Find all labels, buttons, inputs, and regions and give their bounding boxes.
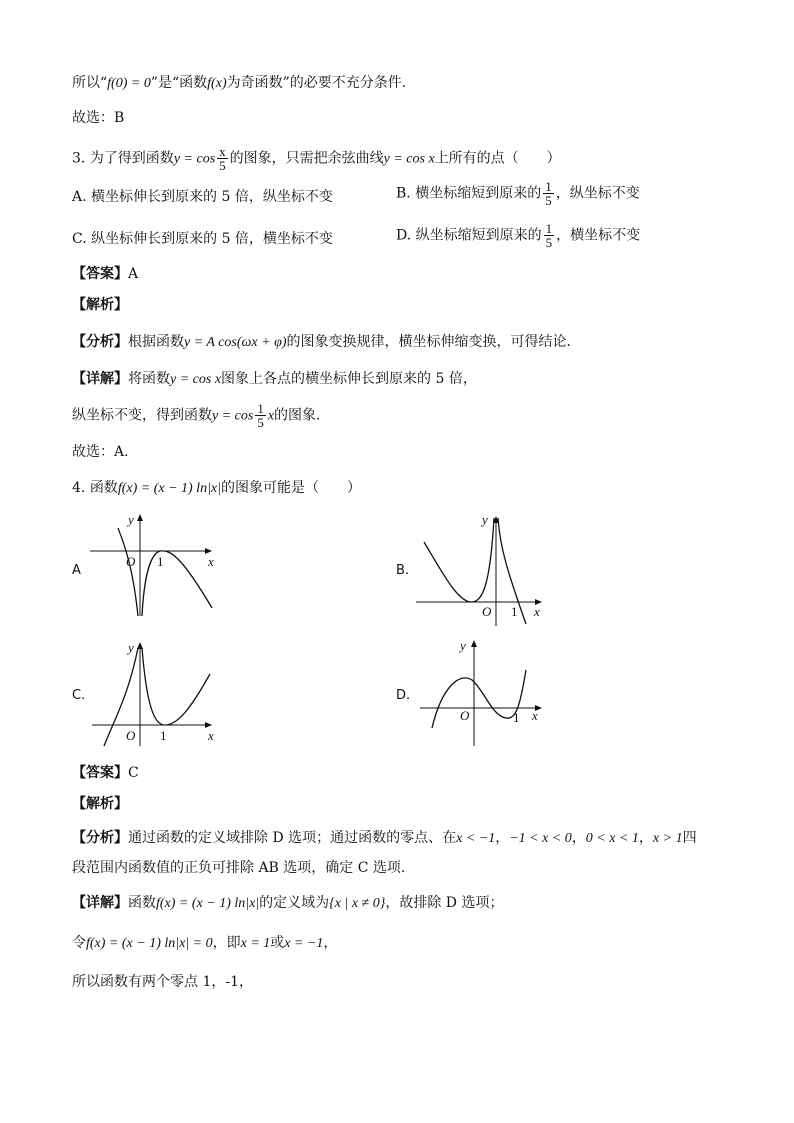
q3-option-b: B. 横坐标缩短到原来的 $\frac{1}{5}$ ，纵坐标不变 <box>396 179 640 208</box>
q3-option-d: D. 纵坐标缩短到原来的 $\frac{1}{5}$ ，横坐标不变 <box>396 221 641 250</box>
q4-stem: 4. 函数f(x) = (x − 1) ln|x|的图象可能是（ ） <box>72 480 361 496</box>
q4-fenxi-line2: 段范围内函数值的正负可排除 AB 选项，确定 C 选项. <box>72 860 406 876</box>
svg-text:y: y <box>460 638 466 653</box>
svg-text:1: 1 <box>513 710 520 725</box>
svg-text:x: x <box>532 708 538 723</box>
graph-b-label: B. <box>396 563 410 578</box>
q3-fenxi: 【分析】根据函数y = A cos(ωx + φ)的图象变换规律，横坐标伸缩变换，可得结论． <box>72 334 581 350</box>
q4-detail: 【详解】函数f(x) = (x − 1) ln|x|的定义域为{x | x ≠ 0}，故排除 D 选项； <box>72 895 504 911</box>
math-condition: f(0) = 0 <box>107 76 151 91</box>
math-fx: f(x) <box>207 76 227 91</box>
conclusion-line: 所以“f(0) = 0”是“函数f(x)为奇函数”的必要不充分条件. <box>72 75 407 91</box>
graph-a <box>88 508 220 618</box>
q3-option-c: C. 纵坐标伸长到原来的 5 倍，横坐标不变 <box>72 231 333 247</box>
svg-text:1: 1 <box>511 604 518 619</box>
q4-fenxi: 【分析】通过函数的定义域排除 D 选项；通过函数的零点、在x < −1，−1 < x < 0，0 < x < 1，x > 1四 <box>72 830 697 846</box>
svg-text:y: y <box>128 640 134 655</box>
graph-d-label: D. <box>396 688 411 703</box>
y-axis-label: y <box>128 512 134 527</box>
svg-text:O: O <box>126 728 136 743</box>
graph-d <box>412 636 548 748</box>
q3-analysis-tag: 【解析】 <box>72 297 128 313</box>
svg-text:O: O <box>482 604 492 619</box>
q4-zero-eq: 令f(x) = (x − 1) ln|x| = 0，即x = 1或x = −1， <box>72 935 338 951</box>
svg-text:x: x <box>534 604 540 619</box>
svg-text:1: 1 <box>160 728 167 743</box>
svg-text:O: O <box>460 708 470 723</box>
graph-a-label: A <box>72 563 81 578</box>
graph-c <box>88 636 220 748</box>
q3-detail: 【详解】将函数y = cos x图象上各点的横坐标伸长到原来的 5 倍， <box>72 371 477 387</box>
fraction-x-over-5: $\frac{x}{5}$ <box>219 144 226 173</box>
q3-choice: 故选：A． <box>72 444 139 460</box>
q3-stem: 3. 为了得到函数y = cos $\frac{x}{5}$ 的图象，只需把余弦曲线y = cos x上所有的点（ ） <box>72 144 561 173</box>
q3-answer: 【答案】A <box>72 266 139 282</box>
graph-b <box>412 508 548 628</box>
svg-text:y: y <box>482 512 488 527</box>
graph-c-label: C. <box>72 688 86 703</box>
q4-answer: 【答案】C <box>72 765 139 781</box>
x-axis-label: x <box>208 554 214 569</box>
svg-text:x: x <box>208 728 214 743</box>
q4-zeros: 所以函数有两个零点 1，-1， <box>72 974 253 990</box>
q3-option-a: A. 横坐标伸长到原来的 5 倍，纵坐标不变 <box>72 189 333 205</box>
q4-analysis-tag: 【解析】 <box>72 796 128 812</box>
q3-detail-line2: 纵坐标不变，得到函数y = cos $\frac{1}{5}$ x的图象． <box>72 401 331 430</box>
prev-choice: 故选：B <box>72 110 125 126</box>
one-label: 1 <box>157 554 164 569</box>
origin-label: O <box>126 554 136 569</box>
